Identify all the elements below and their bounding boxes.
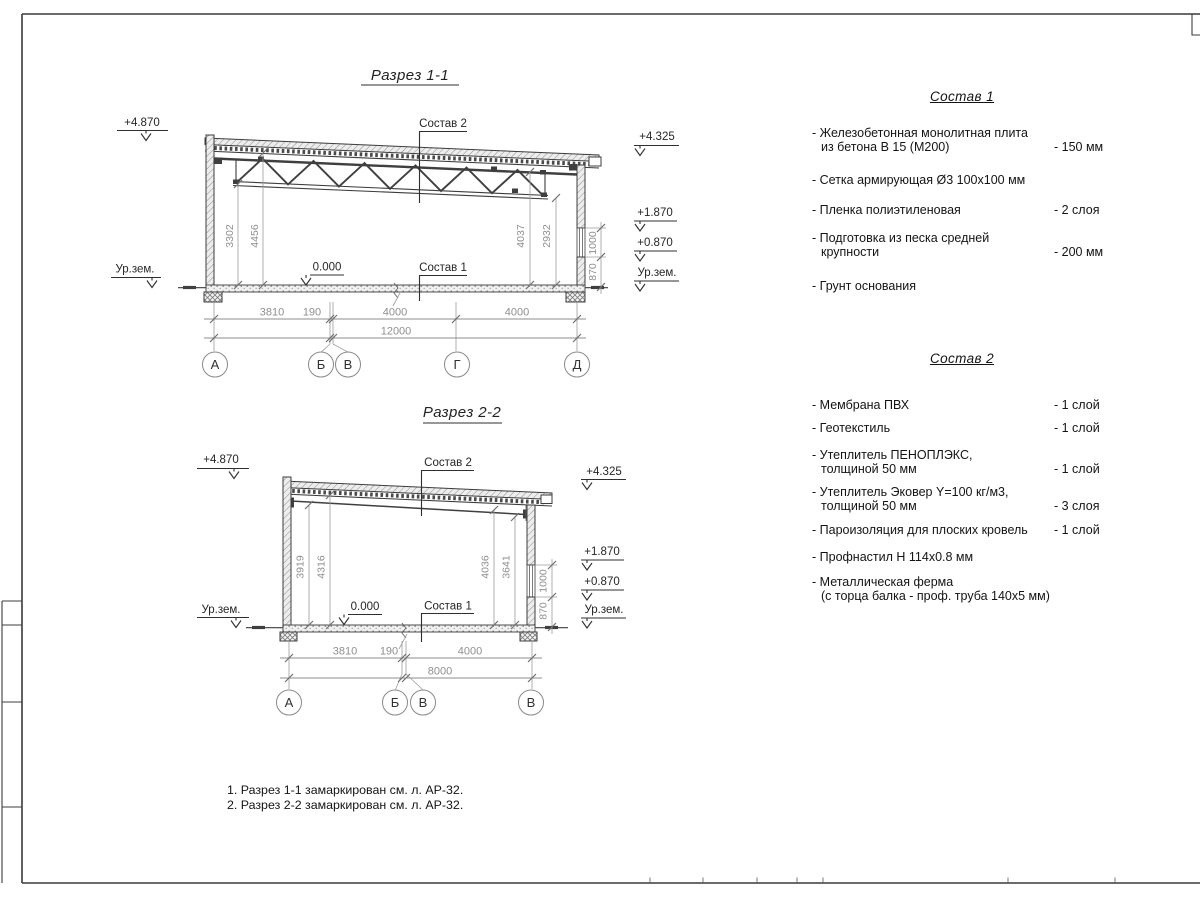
dim-label: 3641 xyxy=(500,555,513,579)
ground-level-label: Ур.зем. xyxy=(637,267,677,279)
composition-2-title: Состав 2 xyxy=(929,351,995,366)
elevation-label: +0.870 xyxy=(637,237,673,249)
dim-label: 12000 xyxy=(380,325,412,338)
layer-callout: Состав 1 xyxy=(424,600,472,613)
section-2-drawing xyxy=(197,404,626,715)
section-1-drawing xyxy=(111,67,679,377)
axis-bubble-label: Д xyxy=(572,357,582,372)
material-row: - Пароизоляция для плоских кровель - 1 слой xyxy=(812,523,1112,537)
layer-callout: Состав 1 xyxy=(419,262,467,274)
zero-level-label: 0.000 xyxy=(312,261,342,274)
axis-bubble-label: А xyxy=(284,695,294,710)
zero-level-label: 0.000 xyxy=(350,601,380,613)
axis-bubble-label: В xyxy=(418,695,428,710)
elevation-label: +4.870 xyxy=(203,454,239,466)
dim-label: 4000 xyxy=(382,306,408,319)
dim-label: 190 xyxy=(302,306,322,319)
elevation-label: +4.325 xyxy=(586,466,622,478)
material-qty: - 2 слоя xyxy=(1054,203,1100,217)
dim-label: 870 xyxy=(587,263,599,281)
axis-bubble-label: В xyxy=(343,357,353,372)
axis-bubbles-2 xyxy=(277,690,544,715)
material-row: - Грунт основания xyxy=(812,279,917,293)
axis-bubble-label: Б xyxy=(316,357,326,372)
material-qty: - 3 слоя xyxy=(1054,499,1100,513)
dim-label: 3810 xyxy=(332,645,358,658)
material-row: - Утеплитель Эковер Y=100 кг/м3, толщиной 50 мм - 3 слоя xyxy=(812,485,1112,513)
dim-label: 1000 xyxy=(537,569,550,593)
material-qty: - 1 слой xyxy=(1054,523,1100,537)
note-line: 2. Разрез 2-2 замаркирован см. л. АР-32. xyxy=(227,798,464,812)
dim-label: 3919 xyxy=(294,555,307,579)
composition-1-title: Состав 1 xyxy=(929,89,995,104)
material-qty: - 1 слой xyxy=(1054,462,1100,476)
elevation-label: +4.325 xyxy=(639,131,675,143)
material-row: - Геотекстиль - 1 слой xyxy=(812,421,1112,435)
material-qty: - 1 слой xyxy=(1054,421,1100,435)
axis-bubble-label: Г xyxy=(453,357,461,372)
dim-label: 2932 xyxy=(541,224,553,248)
dim-label: 3302 xyxy=(224,224,236,248)
dim-label: 4036 xyxy=(479,555,492,579)
material-row: - Утеплитель ПЕНОПЛЭКС, толщиной 50 мм - 1 слой xyxy=(812,448,1112,476)
axis-bubble-label: В xyxy=(526,695,536,710)
elevation-label: +1.870 xyxy=(584,546,620,558)
layer-callout: Состав 2 xyxy=(424,457,472,469)
composition-2-panel xyxy=(812,352,1112,603)
axis-bubbles-1 xyxy=(203,352,590,377)
material-qty: - 150 мм xyxy=(1054,140,1104,154)
dim-label: 870 xyxy=(537,602,550,620)
ground-level-label: Ур.зем. xyxy=(584,604,624,616)
dim-label: 4037 xyxy=(515,224,527,248)
dim-label: 190 xyxy=(379,645,399,658)
ground-level-label: Ур.зем. xyxy=(115,263,155,276)
layer-callout: Состав 2 xyxy=(419,118,467,130)
section1-title: Разрез 1-1 xyxy=(370,67,450,84)
material-row: - Пленка полиэтиленовая - 2 слоя xyxy=(812,203,1112,217)
material-qty: - 200 мм xyxy=(1054,245,1104,259)
elevation-label: +0.870 xyxy=(584,576,620,588)
elevation-label: +4.870 xyxy=(124,117,160,129)
dim-label: 1000 xyxy=(587,231,599,255)
dim-label: 4456 xyxy=(249,224,261,248)
material-qty: - 1 слой xyxy=(1054,398,1100,412)
sheet-notes xyxy=(227,783,463,813)
note-line: 1. Разрез 1-1 замаркирован см. л. АР-32. xyxy=(227,783,464,797)
axis-bubble-label: Б xyxy=(390,695,400,710)
material-row: - Железобетонная монолитная плита из бетона В 15 (М200) - 150 мм xyxy=(812,126,1112,154)
dim-label: 8000 xyxy=(427,665,453,678)
dim-label: 4000 xyxy=(504,306,530,319)
dim-label: 3810 xyxy=(259,306,285,319)
composition-1-panel xyxy=(812,90,1112,293)
axis-bubble-label: А xyxy=(210,357,220,372)
dim-label: 4316 xyxy=(315,555,328,579)
material-row: - Сетка армирующая Ø3 100х100 мм xyxy=(812,173,1026,187)
material-row: - Подготовка из песка средней крупности - 200 мм xyxy=(812,231,1112,259)
section2-title: Разрез 2-2 xyxy=(422,404,502,421)
dim-label: 4000 xyxy=(457,645,483,658)
elevation-label: +1.870 xyxy=(637,207,673,219)
material-row: - Металлическая ферма (с торца балка - проф. труба 140х5 мм) xyxy=(812,575,1050,603)
ground-level-label: Ур.зем. xyxy=(201,604,241,616)
material-row: - Профнастил Н 114х0.8 мм xyxy=(812,550,974,564)
material-row: - Мембрана ПВХ - 1 слой xyxy=(812,398,1112,412)
